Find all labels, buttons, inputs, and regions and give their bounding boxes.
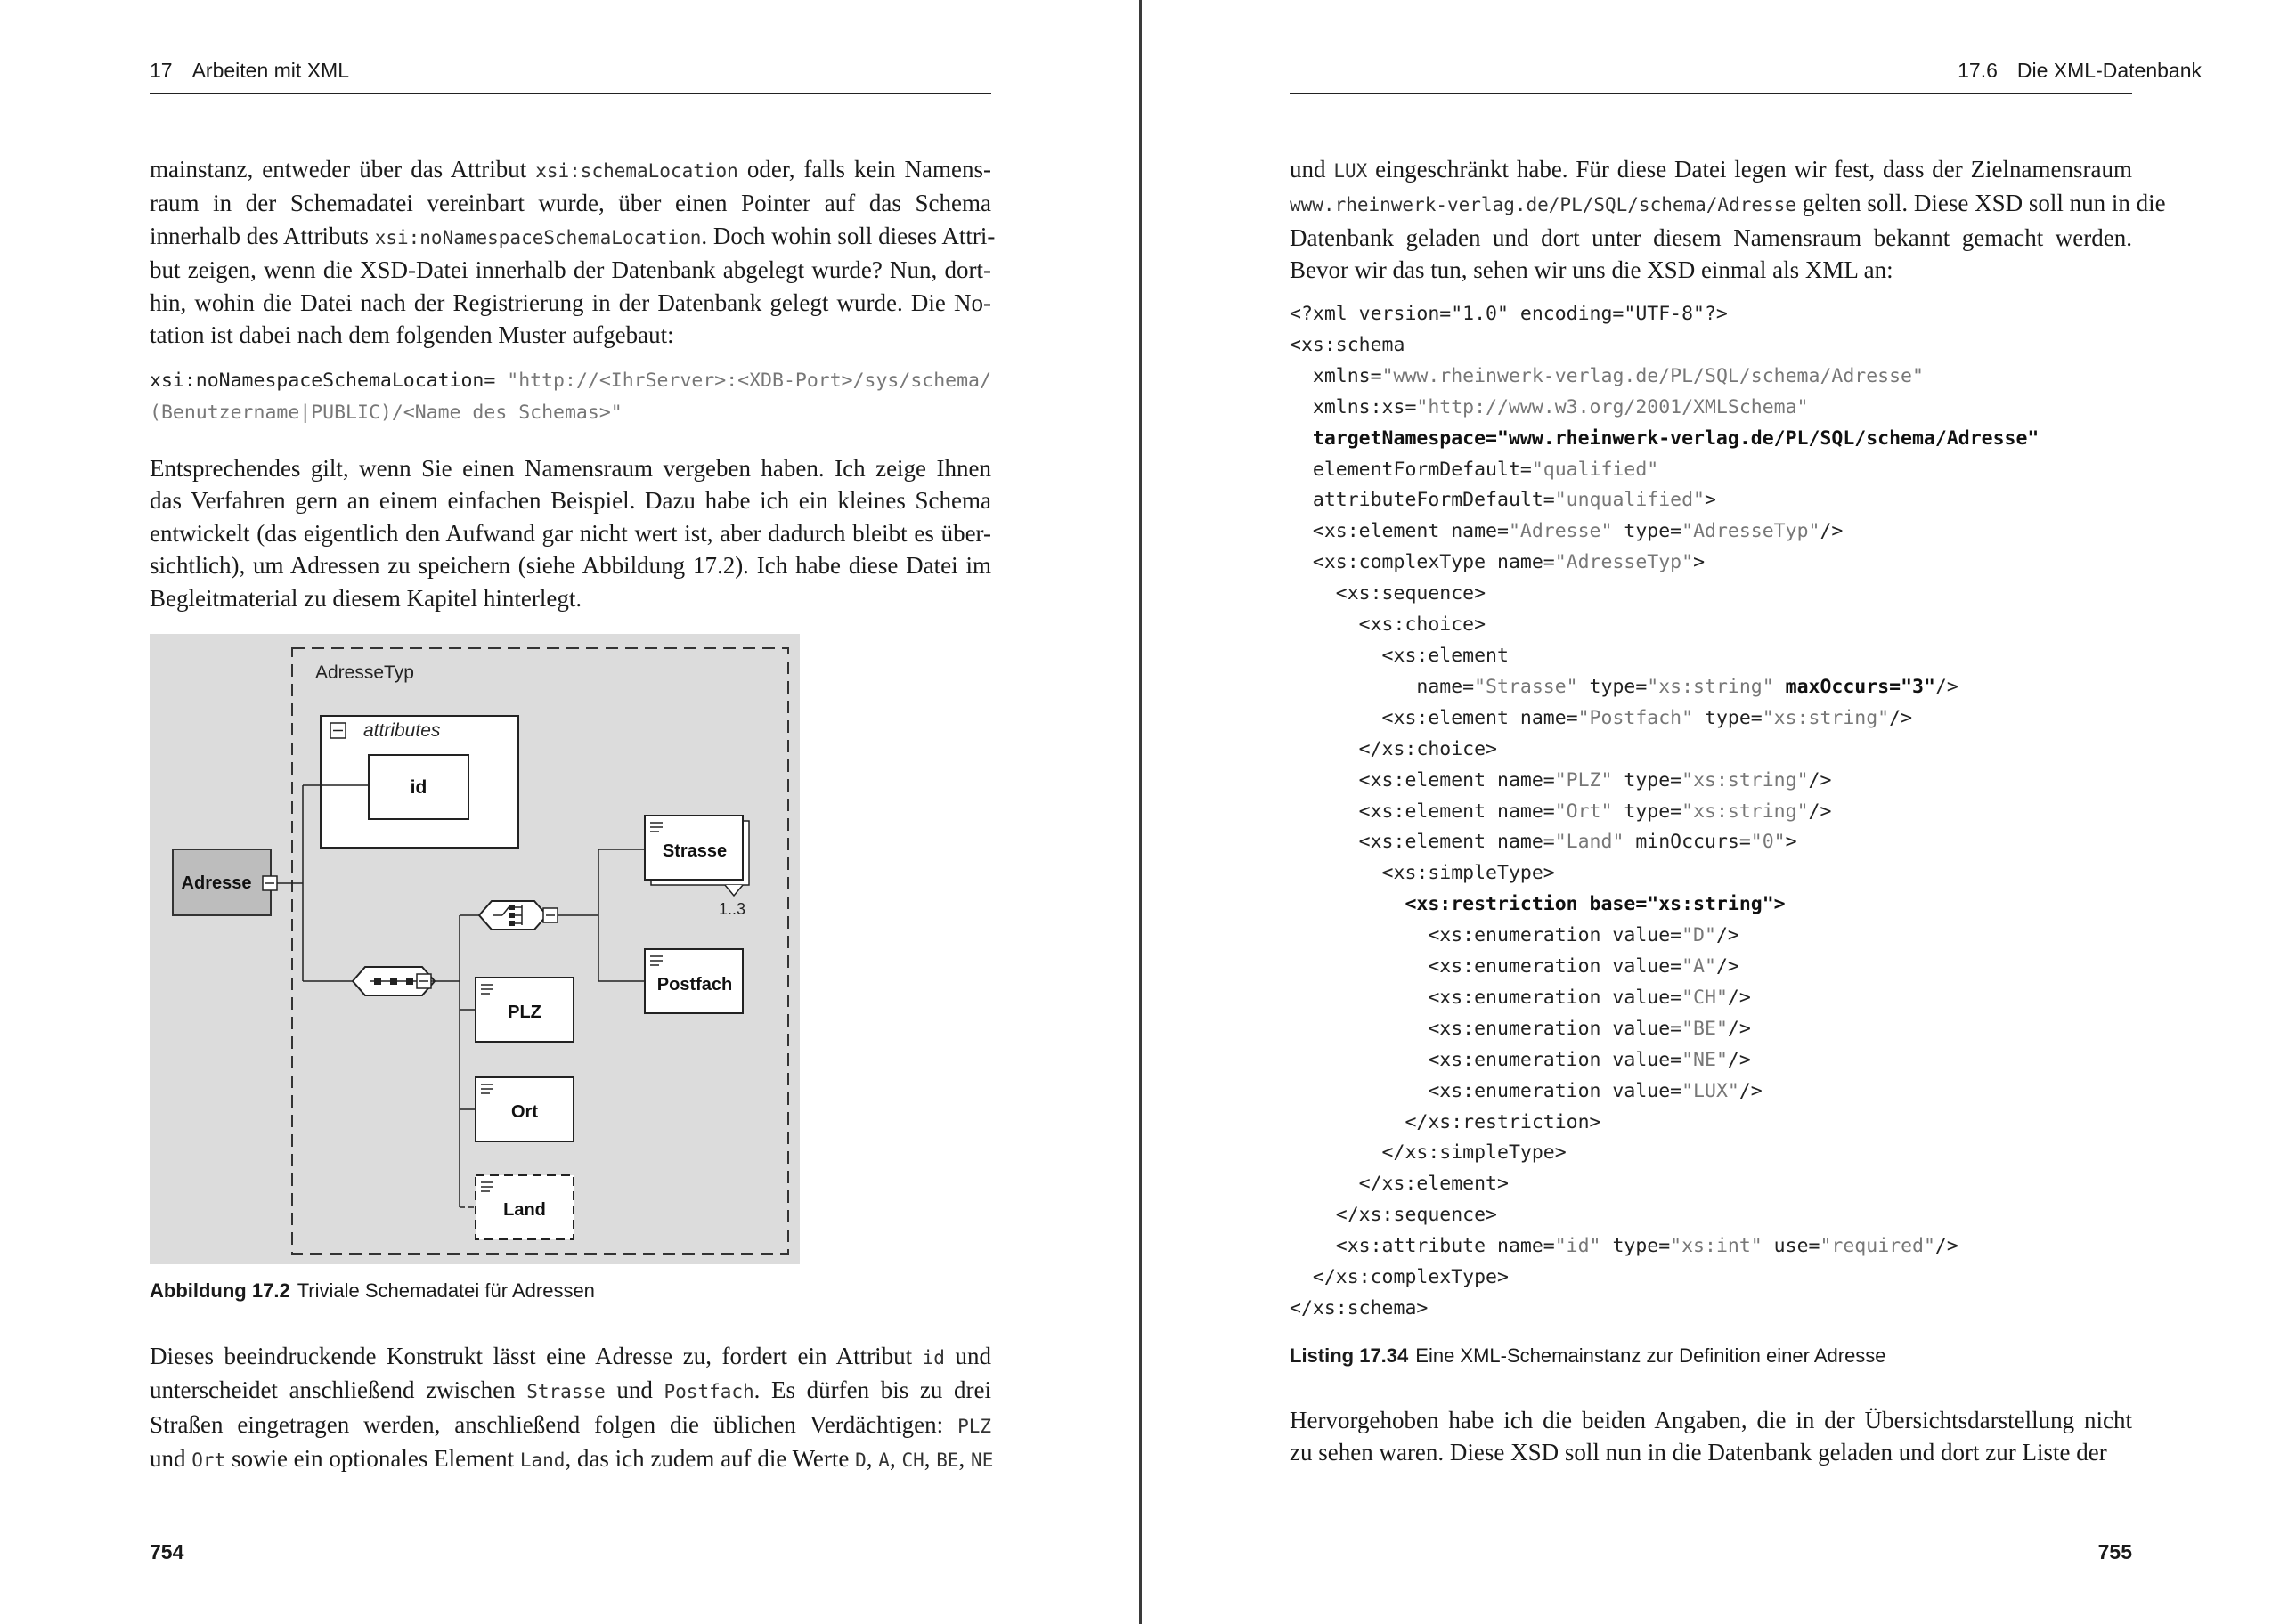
text-run: . Es dürfen bis zu drei [753,1376,992,1404]
figure-caption-text: Triviale Schemadatei für Adressen [297,1279,595,1302]
paragraph [150,1340,994,1477]
code-line [1290,766,2039,797]
header-rule [150,93,991,94]
attributes-label: attributes [363,720,441,741]
text-line [150,1409,991,1442]
listing-caption [1290,1344,1886,1368]
text-run: , [866,1445,879,1473]
text-run: <xs:element name= [1290,520,1509,543]
code-line [150,365,991,397]
text-run: /> [1715,955,1739,978]
code-line [1290,361,2039,393]
text-run: </xs:choice> [1290,737,1497,760]
code-line [1290,1169,2039,1200]
text-run: oder, falls kein Namens- [737,156,991,183]
code-string: "xs:int" [1670,1235,1763,1258]
code-string: "Postfach" [1577,706,1694,729]
text-run: innerhalb des Attributs [150,222,375,249]
code-line [1290,889,2039,921]
inline-code: xsi:noNamespaceSchemaLocation [374,226,702,248]
text-run: > [1705,489,1716,512]
code-line [1290,735,2039,766]
element-node-label: Postfach [656,975,733,995]
code-string: "http://<IhrServer>:<XDB-Port>/sys/schema/ [507,369,991,392]
code-string: "xs:string" [1682,800,1809,823]
figure-caption [150,1279,595,1303]
code-line [1290,983,2039,1014]
element-node-label: Strasse [662,841,728,861]
inline-code: NE [971,1449,994,1472]
occurrence-label: 1..3 [718,900,746,918]
text-run: type= [1612,768,1682,792]
text-run: Straßen eingetragen werden, anschließend folgen die üblichen Verdächtigen: [150,1410,958,1438]
paragraph [1290,1404,2132,1469]
text-run: und [150,1445,192,1473]
text-line [1290,1404,2132,1436]
text-run: type= [1600,1235,1671,1258]
listing-caption-text: Eine XML-Schemainstanz zur Definition einer Adresse [1415,1344,1886,1367]
text-run: und [944,1343,991,1369]
code-string: "CH" [1682,986,1728,1009]
code-line [1290,641,2039,672]
text-run: /> [1934,1235,1958,1258]
inline-code: Ort [191,1449,226,1472]
code-line [1290,330,2039,361]
inline-code: Strasse [526,1381,606,1403]
listing-caption-label: Listing 17.34 [1290,1344,1409,1367]
text-line [150,1340,991,1374]
text-line [150,319,991,351]
inline-code: A [878,1449,890,1472]
text-run: gelten soll. Diese XSD soll nun in die [1796,190,2166,217]
code-string: "D" [1682,924,1716,947]
paragraph [150,452,991,614]
inline-code: id [922,1347,945,1368]
code-string: "http://www.w3.org/2001/XMLSchema" [1416,395,1809,418]
text-run: sichtlich), um Adressen zu speichern (siehe Abbildung 17.2). Ich habe diese Datei im [150,552,991,580]
code-string: "PLZ" [1554,768,1613,792]
code-highlight: <xs:restriction base="xs:string"> [1290,893,1786,916]
code-string: "A" [1682,955,1716,978]
code-line [1290,516,2039,548]
text-run: <xs:element name= [1290,800,1555,823]
text-run: Datenbank geladen und dort unter diesem Namensraum bekannt gemacht werden. [1290,223,2132,251]
code-string: "Strasse" [1474,675,1578,698]
text-run: > [1785,831,1797,854]
element-node-label: PLZ [508,1003,542,1022]
text-run: <?xml version="1.0" encoding="UTF-8"?> [1290,303,1728,325]
code-string: "AdresseTyp" [1682,520,1820,543]
text-run: <xs:element name= [1290,831,1555,854]
inline-code: CH [901,1449,924,1472]
text-run: sowie ein optionales Element [225,1445,520,1473]
inline-code: PLZ [957,1415,991,1437]
code-string: "qualified" [1531,458,1659,481]
text-run: /> [1727,1048,1751,1071]
text-run: <xs:element [1290,644,1509,667]
root-node-label: Adresse [181,873,252,893]
text-line [150,484,991,516]
text-run: use= [1762,1235,1820,1258]
text-run: </xs:sequence> [1290,1204,1497,1227]
code-line [1290,921,2039,952]
text-line [150,452,991,484]
inline-code: www.rheinwerk-verlag.de/PL/SQL/schema/Adresse [1290,194,1796,216]
code-line [1290,797,2039,828]
inline-code: xsi:schemaLocation [535,160,738,182]
text-line [150,549,991,581]
text-run: mainstanz, entweder über das Attribut [150,156,536,183]
text-run: Entsprechendes gilt, wenn Sie einen Namensraum vergeben haben. Ich zeige Ihnen [150,455,991,482]
text-run [1774,676,1786,698]
code-line [1290,610,2039,641]
code-line [1290,952,2039,983]
text-run: , [889,1445,902,1473]
text-run: <xs:simpleType> [1290,862,1555,885]
text-run: <xs:enumeration value= [1290,1048,1682,1071]
text-run: /> [1934,675,1958,698]
paragraph [1290,153,2166,287]
code-line [1290,1076,2039,1108]
text-run: . Doch wohin soll dieses Attri- [701,222,996,249]
text-run: unterscheidet anschließend zwischen [150,1376,527,1404]
text-run: > [1693,551,1706,574]
text-run: attributeFormDefault= [1290,489,1555,512]
text-run: und [1290,156,1334,183]
chapter-title: Arbeiten mit XML [191,59,349,82]
code-line [1290,393,2039,424]
inline-code: Land [519,1449,566,1472]
text-run: , [958,1445,972,1473]
text-line [150,517,991,549]
code-line [1290,858,2039,889]
code-line [150,397,991,429]
text-run: <xs:element name= [1290,768,1555,792]
text-run: /> [1727,986,1751,1009]
text-run: , das ich zudem auf die Werte [565,1445,856,1473]
text-run: hin, wohin die Datei nach der Registrierung in der Datenbank gelegt wurde. Die No- [150,288,991,316]
text-run: <xs:enumeration value= [1290,1079,1682,1102]
inline-code: D [855,1449,867,1472]
text-run: <xs:enumeration value= [1290,1017,1682,1040]
code-highlight: targetNamespace="www.rheinwerk-verlag.de/PL/SQL/schema/Adresse" [1290,426,2040,450]
code-line [1290,1045,2039,1076]
text-run: /> [1808,800,1832,823]
paragraph [150,153,996,351]
text-run: <xs:attribute name= [1290,1235,1555,1258]
code-line [1290,1200,2039,1231]
text-line [1290,153,2132,187]
code-line [1290,455,2039,486]
text-run: </xs:schema> [1290,1297,1429,1320]
text-run: entwickelt (das eigentlich den Aufwand gar nicht wert ist, aber dadurch bleibt es über- [150,519,991,547]
code-highlight: maxOccurs="3" [1785,675,1935,698]
code-line [1290,1294,2039,1325]
text-run: type= [1577,675,1648,698]
text-run: <xs:schema [1290,333,1405,356]
text-run: raum in der Schemadatei vereinbart wurde, über einen Pointer auf das Schema [150,190,991,217]
page-number-left: 754 [150,1540,184,1563]
code-string: "LUX" [1682,1079,1739,1102]
text-line [150,254,991,286]
text-run: elementFormDefault= [1290,458,1532,481]
text-run: <xs:element name= [1290,706,1578,729]
schema-diagram [150,634,800,1264]
running-header-right [1958,59,2202,83]
text-line [150,1442,994,1476]
text-run: <xs:complexType name= [1290,551,1555,574]
element-node-label: Land [503,1200,546,1220]
code-string: "Ort" [1554,800,1613,823]
code-string: "NE" [1682,1048,1728,1071]
text-line [1290,187,2166,221]
text-run: <xs:choice> [1290,613,1486,637]
text-run: but zeigen, wenn die XSD-Datei innerhalb der Datenbank abgelegt wurde? Nun, dort- [150,256,991,284]
code-line [1290,485,2039,516]
text-run: xsi:noNamespaceSchemaLocation= [150,369,508,392]
text-run: <xs:enumeration value= [1290,924,1682,947]
text-run: type= [1612,520,1682,543]
text-run: <xs:enumeration value= [1290,986,1682,1009]
text-line [150,153,991,187]
code-line [1290,548,2039,579]
running-header-left [150,59,349,83]
code-string: "Land" [1554,831,1624,854]
right-page [1142,0,2280,1624]
code-string: "AdresseTyp" [1554,551,1694,574]
code-string: "0" [1750,831,1786,854]
text-run: <xs:enumeration value= [1290,955,1682,978]
code-line [1290,299,2039,330]
text-run: zu sehen waren. Diese XSD soll nun in die Datenbank geladen und dort zur Liste der [1290,1439,2107,1466]
text-run: Bevor wir das tun, sehen wir uns die XSD einmal als XML an: [1290,256,1893,284]
code-string: "www.rheinwerk-verlag.de/PL/SQL/schema/Adresse" [1381,364,1924,387]
inline-code: LUX [1333,160,1368,182]
text-run: /> [1727,1017,1751,1040]
code-line [1290,1263,2039,1294]
code-line [1290,827,2039,858]
chapter-number: 17 [150,59,173,82]
text-run: /> [1738,1079,1763,1102]
text-line [1290,222,2132,254]
element-node-label: Ort [511,1102,538,1122]
text-run: /> [1715,924,1739,947]
text-run: minOccurs= [1624,831,1751,854]
text-line [1290,254,2132,286]
text-run: /> [1808,768,1832,792]
text-run: /> [1820,520,1844,543]
text-run: Dieses beeindruckende Konstrukt lässt eine Adresse zu, fordert ein Attribut [150,1343,923,1369]
code-example [150,365,991,429]
code-string: "unqualified" [1554,489,1705,512]
code-line [1290,579,2039,610]
text-run: xmlns= [1290,364,1382,387]
text-run: das Verfahren gern an einem einfachen Beispiel. Dazu habe ich ein kleines Schema [150,487,991,515]
inline-code: BE [936,1449,959,1472]
type-label: AdresseTyp [315,662,414,683]
text-run: , [924,1445,937,1473]
text-line [150,1374,991,1408]
text-run: xmlns:xs= [1290,395,1417,418]
text-run: <xs:sequence> [1290,582,1486,605]
code-line [1290,703,2039,735]
text-run: name= [1290,675,1475,698]
code-line [1290,672,2039,703]
text-line [150,187,991,219]
text-run: type= [1693,706,1763,729]
text-line [150,220,996,254]
code-line [1290,1108,2039,1139]
text-run: </xs:restriction> [1290,1110,1601,1133]
section-number: 17.6 [1958,59,1998,82]
text-line [150,287,991,319]
page-number-right: 755 [2097,1540,2132,1563]
header-rule [1290,93,2132,94]
text-line [150,582,991,614]
code-string: "xs:string" [1682,768,1809,792]
text-run: </xs:simpleType> [1290,1141,1567,1165]
text-line [1290,1436,2132,1468]
code-string: "xs:string" [1647,675,1774,698]
inline-code: Postfach [664,1381,754,1403]
code-string: "BE" [1682,1017,1728,1040]
code-string: "xs:string" [1762,706,1890,729]
code-string: "Adresse" [1508,520,1613,543]
code-line [1290,424,2039,455]
code-string: "required" [1820,1235,1935,1258]
text-run: tation ist dabei nach dem folgenden Muster aufgebaut: [150,321,674,349]
section-title: Die XML-Datenbank [2016,59,2202,82]
text-run: /> [1889,706,1913,729]
text-run: type= [1612,800,1682,823]
code-line [1290,1014,2039,1045]
code-line [1290,1231,2039,1263]
text-run: Begleitmaterial zu diesem Kapitel hinterlegt. [150,584,582,612]
figure-caption-label: Abbildung 17.2 [150,1279,290,1302]
code-listing [1290,299,2039,1325]
text-run: eingeschränkt habe. Für diese Datei legen wir fest, dass der Zielnamensraum [1367,156,2132,183]
text-run: Hervorgehoben habe ich die beiden Angaben, die in der Übersichtsdarstellung nicht [1290,1407,2132,1433]
code-string: (Benutzername|PUBLIC)/<Name des Schemas>" [150,402,623,424]
code-string: "id" [1554,1235,1601,1258]
text-run: und [605,1376,664,1404]
text-run: </xs:complexType> [1290,1266,1509,1289]
code-line [1290,1138,2039,1169]
text-run: </xs:element> [1290,1173,1509,1196]
attribute-node-label: id [410,777,428,798]
